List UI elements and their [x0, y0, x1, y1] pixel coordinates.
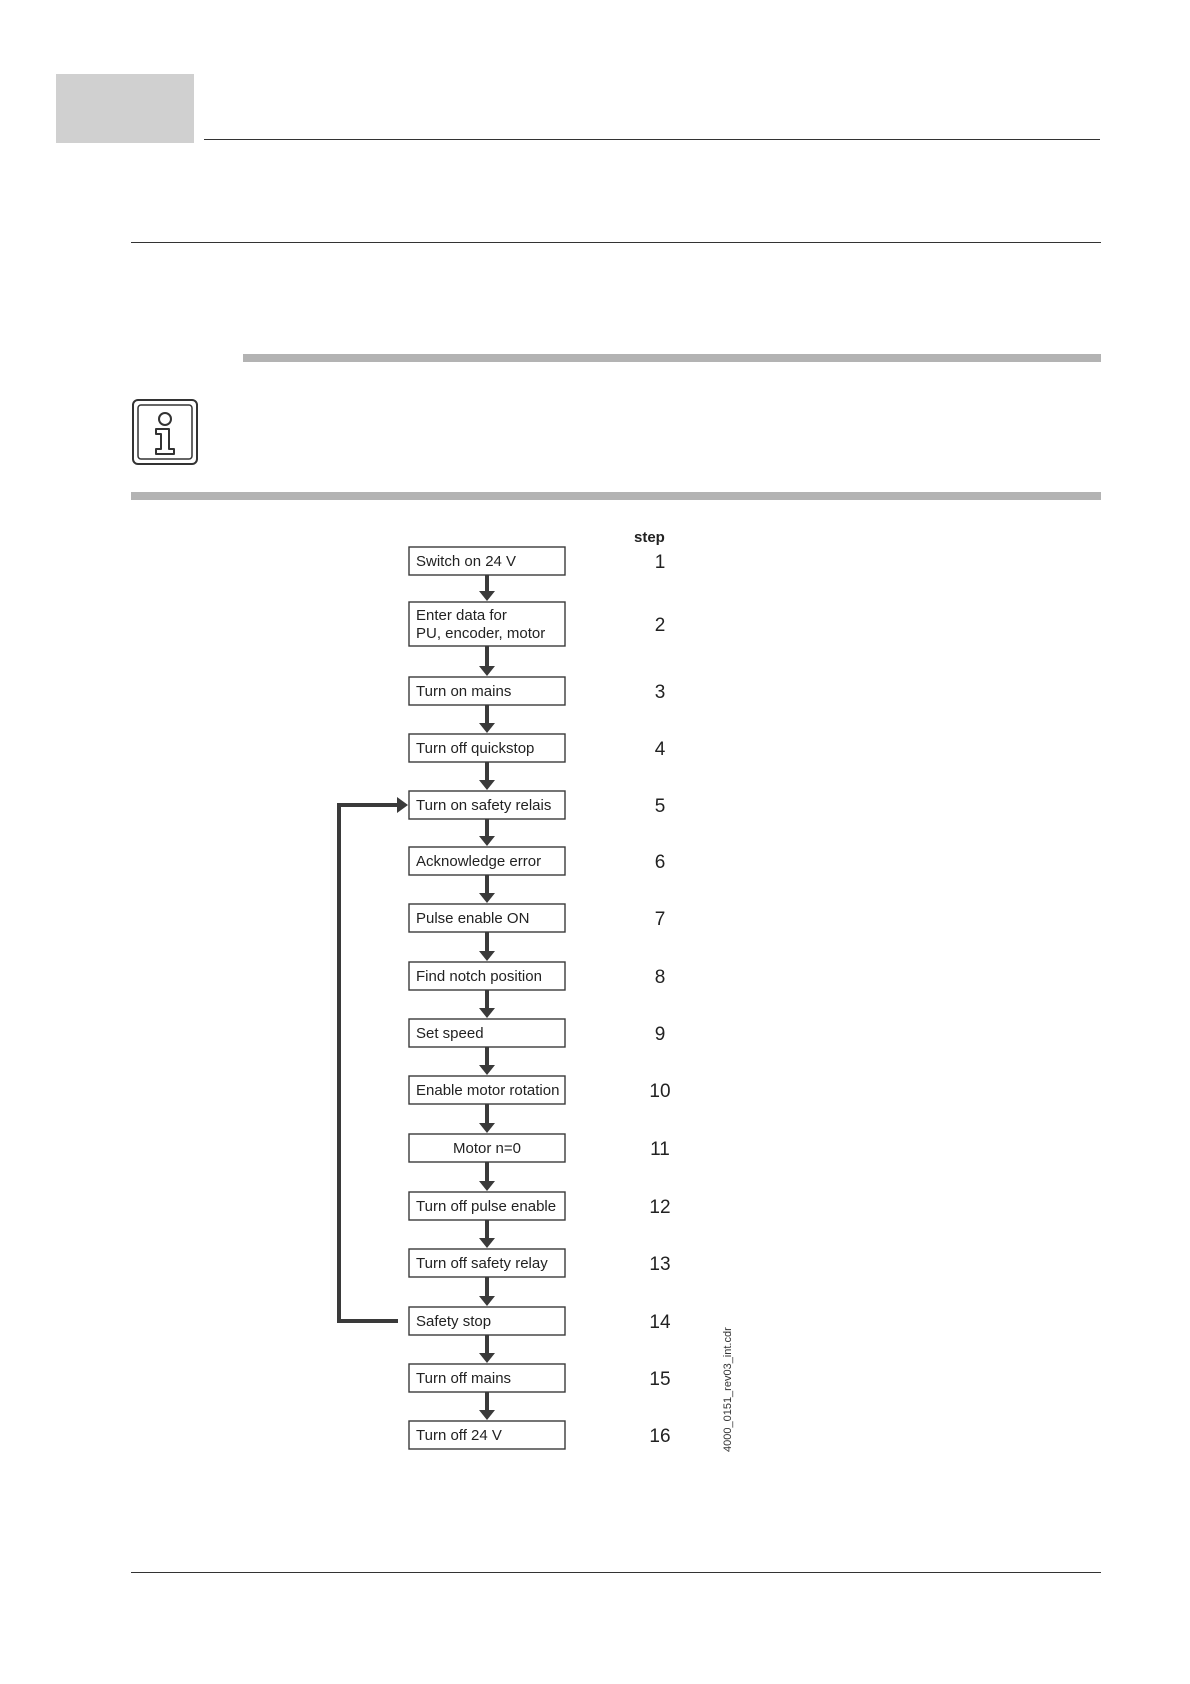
step-box-label: Enable motor rotation: [416, 1082, 560, 1099]
step-box-label: Find notch position: [416, 968, 542, 985]
step-number: 9: [654, 1024, 666, 1045]
step-number: 3: [654, 682, 666, 703]
step-number: 6: [654, 852, 666, 873]
step-box-label: Turn on mains: [416, 683, 512, 700]
step-box-label: Turn off mains: [416, 1370, 512, 1387]
step-box-label: Safety stop: [416, 1313, 492, 1330]
flow-arrow-head: [479, 1065, 495, 1075]
step-box-label: Motor n=0: [453, 1140, 521, 1157]
step-number: 5: [654, 796, 666, 817]
figure-code: 4000_0151_rev03_int.cdr: [722, 1327, 734, 1452]
step-box-label: Set speed: [416, 1025, 484, 1042]
flow-arrow-head: [479, 1181, 495, 1191]
step-number: 11: [650, 1139, 670, 1160]
loop-back-arrow-head: [397, 797, 408, 813]
step-number: 14: [649, 1312, 671, 1333]
flow-arrow-head: [479, 1296, 495, 1306]
step-box-label: PU, encoder, motor: [416, 625, 546, 642]
step-box-label: Enter data for: [416, 607, 507, 624]
flow-arrow-head: [479, 591, 495, 601]
flow-arrow-head: [479, 1123, 495, 1133]
step-number: 1: [654, 552, 666, 573]
step-box-label: Switch on 24 V: [416, 553, 517, 570]
step-box-label: Turn off quickstop: [416, 740, 535, 757]
step-number: 15: [649, 1369, 671, 1390]
flow-arrow-head: [479, 951, 495, 961]
flow-arrow-head: [479, 666, 495, 676]
step-number: 8: [654, 967, 666, 988]
flow-arrow-head: [479, 1353, 495, 1363]
step-box-label: Turn on safety relais: [416, 797, 552, 814]
step-number: 10: [649, 1081, 671, 1102]
step-box-label: Turn off 24 V: [416, 1427, 502, 1444]
step-number: 4: [654, 739, 666, 760]
step-number: 7: [654, 909, 666, 930]
flow-arrow-head: [479, 893, 495, 903]
step-number: 12: [649, 1197, 671, 1218]
flow-arrow-head: [479, 1410, 495, 1420]
loop-back-line: [339, 805, 399, 1321]
step-box-label: Pulse enable ON: [416, 910, 530, 927]
flow-arrow-head: [479, 723, 495, 733]
step-box-label: Turn off safety relay: [416, 1255, 548, 1272]
step-column-header: step: [634, 529, 665, 546]
flow-arrow-head: [479, 836, 495, 846]
flow-arrow-head: [479, 1238, 495, 1248]
step-box-label: Acknowledge error: [416, 853, 542, 870]
flow-arrow-head: [479, 780, 495, 790]
step-number: 13: [649, 1254, 671, 1275]
step-box-label: Turn off pulse enable: [416, 1198, 557, 1215]
step-number: 16: [649, 1426, 671, 1447]
footer-rule: [131, 1572, 1101, 1573]
step-number: 2: [654, 615, 666, 636]
flow-arrow-head: [479, 1008, 495, 1018]
